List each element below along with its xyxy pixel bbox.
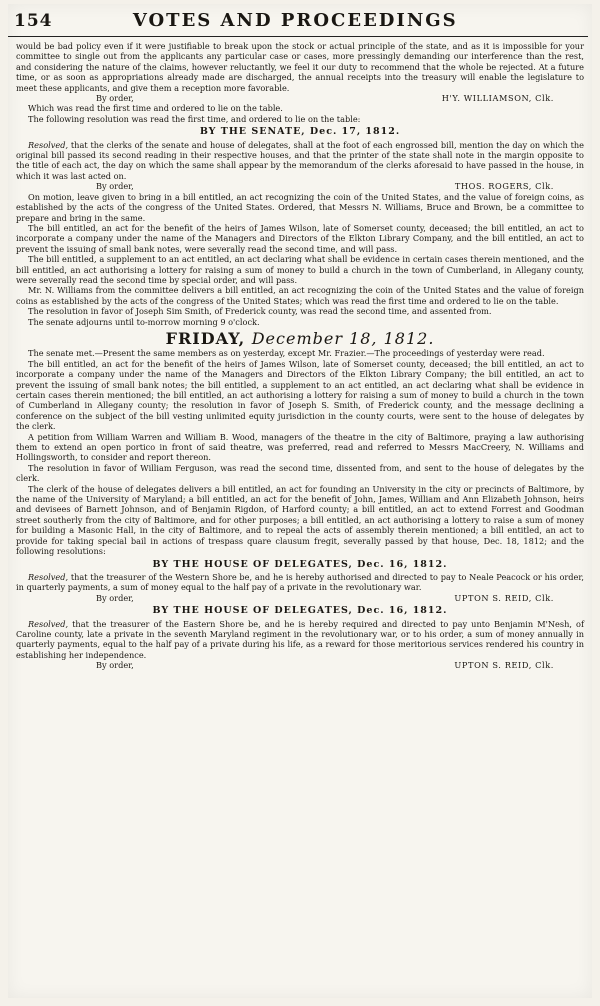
proceedings-paragraph: The resolution in favor of Joseph Sim Smith, of Frederick county, was read the second time, and assented from.	[28, 306, 492, 317]
page-number: 154	[14, 11, 53, 31]
signature-name: H'Y. WILLIAMSON, Clk.	[441, 93, 554, 104]
proceedings-paragraph: The bill entitled, an act for the benefit of the heirs of James Wilson, late of Somerset county, deceased; the bill entitled, an act to incorporate a company under the name of the Managers and Directors of the Elkton Library Company, and the bill entitled, an act to prevent the issuing of small bank notes, were severally read the second time, and will pass.	[16, 222, 584, 254]
text-line: Which was read the first time and ordered to lie on the table.	[28, 103, 283, 114]
day-weekday: FRIDAY,	[165, 328, 246, 348]
resolved-word: Resolved,	[28, 618, 69, 629]
signature-by: By order,	[96, 660, 134, 671]
proceedings-paragraph: Mr. N. Williams from the committee delivers a bill entitled, an act recognizing the coin of the United States and the value of foreign coins as established by the acts of the congress of the United States; which was read the first time and ordered to lie on the table.	[16, 285, 584, 306]
proceedings-paragraph: A petition from William Warren and William B. Wood, managers of the theatre in the city of Baltimore, praying a law authorising them to extend an open portico in front of said theatre, was preferred, read and referred to Messrs MacCreery, N. Williams and Hollingsworth, to consider and report thereon.	[16, 431, 584, 463]
proceedings-paragraph: The senate met.—Present the same members as on yesterday, except Mr. Frazier.—The proceedings of yesterday were read.	[28, 348, 545, 359]
text-line: The following resolution was read the first time, and ordered to lie on the table:	[28, 113, 361, 124]
signature-line	[96, 93, 554, 103]
signature-line	[96, 181, 554, 191]
resolution-text: that the treasurer of the Eastern Shore be, and he is hereby required and directed to pay unto Benjamin M'Nesh, of Caroline county, late a private in the seventh Maryland regiment in the revolutionary war, or to his order, a sum of money annually in quarterly payments, equal to the half pay of a private during his life, as a reward for those meritorious services rendered his country in establishing her independence.	[16, 618, 584, 660]
proceedings-paragraph: The bill entitled, an act for the benefit of the heirs of James Wilson, late of Somerset county, deceased; the bill entitled, an act to incorporate a company under the name of the Managers and Directors of the Elkton Library Company; the bill entitled, an act to prevent the issuing of small bank notes; the bill entitled, a supplement to an act entitled, an act declaring what shall be evidence in certain cases therein mentioned; the bill entitled, an act authorising a lottery for raising a sum of money to build a church in the town of Cumberland in Allegany county; the resolution in favor of Joseph S. Smith, of Frederick county, and the message declining a conference on the subject of the bill vesting unlimited equity jurisdiction in the county courts, were sent to the house of delegates by the clerk.	[16, 358, 584, 432]
day-heading	[16, 328, 584, 348]
resolution-paragraph	[16, 572, 584, 593]
committee-report-paragraph: would be bad policy even if it were justifiable to break upon the stock or actual principle of the state, and as it is impossible for your committee to single out from the applicants any particular case or cases, more pressingly demanding our interference than the rest, and considering the nature of the claims, however reluctantly, we feel it our duty to recommend that the whole be rejected. At a future time, or as soon as appropriations already made are discharged, the annual receipts into the treasury will enable the legislature to meet these applicants, and give them a reception more favorable.	[16, 41, 584, 93]
proceedings-paragraph: The senate adjourns until to-morrow morning 9 o'clock.	[28, 316, 260, 327]
resolution-paragraph	[16, 619, 584, 661]
signature-by: By order,	[96, 592, 134, 603]
signature-by: By order,	[96, 93, 134, 104]
signature-name: THOS. ROGERS, Clk.	[454, 181, 554, 192]
signature-by: By order,	[96, 181, 134, 192]
page-header	[8, 4, 588, 37]
resolution-paragraph	[16, 140, 584, 182]
running-title: VOTES AND PROCEEDINGS	[132, 10, 458, 31]
proceedings-paragraph: The bill entitled, a supplement to an act entitled, an act declaring what shall be evidence in certain cases therein mentioned, and the bill entitled, an act authorising a lottery for raising a sum of money to build a church in the town of Cumberland, in Allegany county, were severally read the second time by special order, and will pass.	[16, 254, 584, 285]
day-date: December 18, 1812.	[251, 328, 435, 348]
page-body	[8, 37, 592, 671]
proceedings-paragraph: The resolution in favor of William Ferguson, was read the second time, dissented from, and sent to the house of delegates by the clerk.	[16, 462, 584, 484]
section-title: BY THE HOUSE OF DELEGATES, Dec. 16, 1812.	[152, 605, 448, 617]
section-title: BY THE HOUSE OF DELEGATES, Dec. 16, 1812.	[152, 558, 448, 570]
signature-line	[96, 660, 554, 670]
proceedings-paragraph: On motion, leave given to bring in a bill entitled, an act recognizing the coin of the United States, and the value of foreign coins, as established by the acts of the congress of the United States. Ordered, that Messrs N. Williams, Bruce and Brown, be a committee to prepare and bring in the same.	[16, 191, 584, 223]
resolution-text: that the clerks of the senate and house of delegates, shall at the foot of each engrossed bill, mention the day on which the original bill passed its second reading in their respective houses, and that the printer of the state shall note in the margin opposite to the title of each act, the day on which the same shall appear by the memorandum of the clerks aforesaid to have passed in the house, in which it was last acted on.	[16, 139, 584, 181]
resolution-text: that the treasurer of the Western Shore be, and he is hereby authorised and directed to pay to Neale Peacock or his order, in quarterly payments, a sum of money equal to the half pay of a private in the revolutionary war.	[16, 571, 584, 593]
section-title: BY THE SENATE, Dec. 17, 1812.	[199, 126, 401, 138]
signature-line	[96, 593, 554, 603]
resolved-word: Resolved,	[28, 139, 69, 150]
resolved-word: Resolved,	[28, 571, 69, 582]
proceedings-paragraph: The clerk of the house of delegates delivers a bill entitled, an act for founding an University in the city or precincts of Baltimore, by the name of the University of Maryland; a bill entitled, an act for the benefit of John, James, William and Ann Elizabeth Johnson, heirs and devisees of Barnett Johnson, and of Benjamin Rigdon, of Harford county; a bill entitled, an act to extend Forrest and Goodman street southerly from the city of Baltimore, and for other purposes; a bill entitled, an act authorising a lottery to raise a sum of money for building a Masonic Hall, in the city of Baltimore, and to repeal the acts of assembly therein mentioned; a bill entitled, an act to provide for taking special bail in actions of trespass quare clausum fregit, severally passed by that house, Dec. 18, 1812; and the following resolutions:	[16, 483, 584, 557]
signature-name: UPTON S. REID, Clk.	[454, 660, 554, 671]
signature-name: UPTON S. REID, Clk.	[454, 592, 554, 603]
document-page	[8, 4, 592, 998]
